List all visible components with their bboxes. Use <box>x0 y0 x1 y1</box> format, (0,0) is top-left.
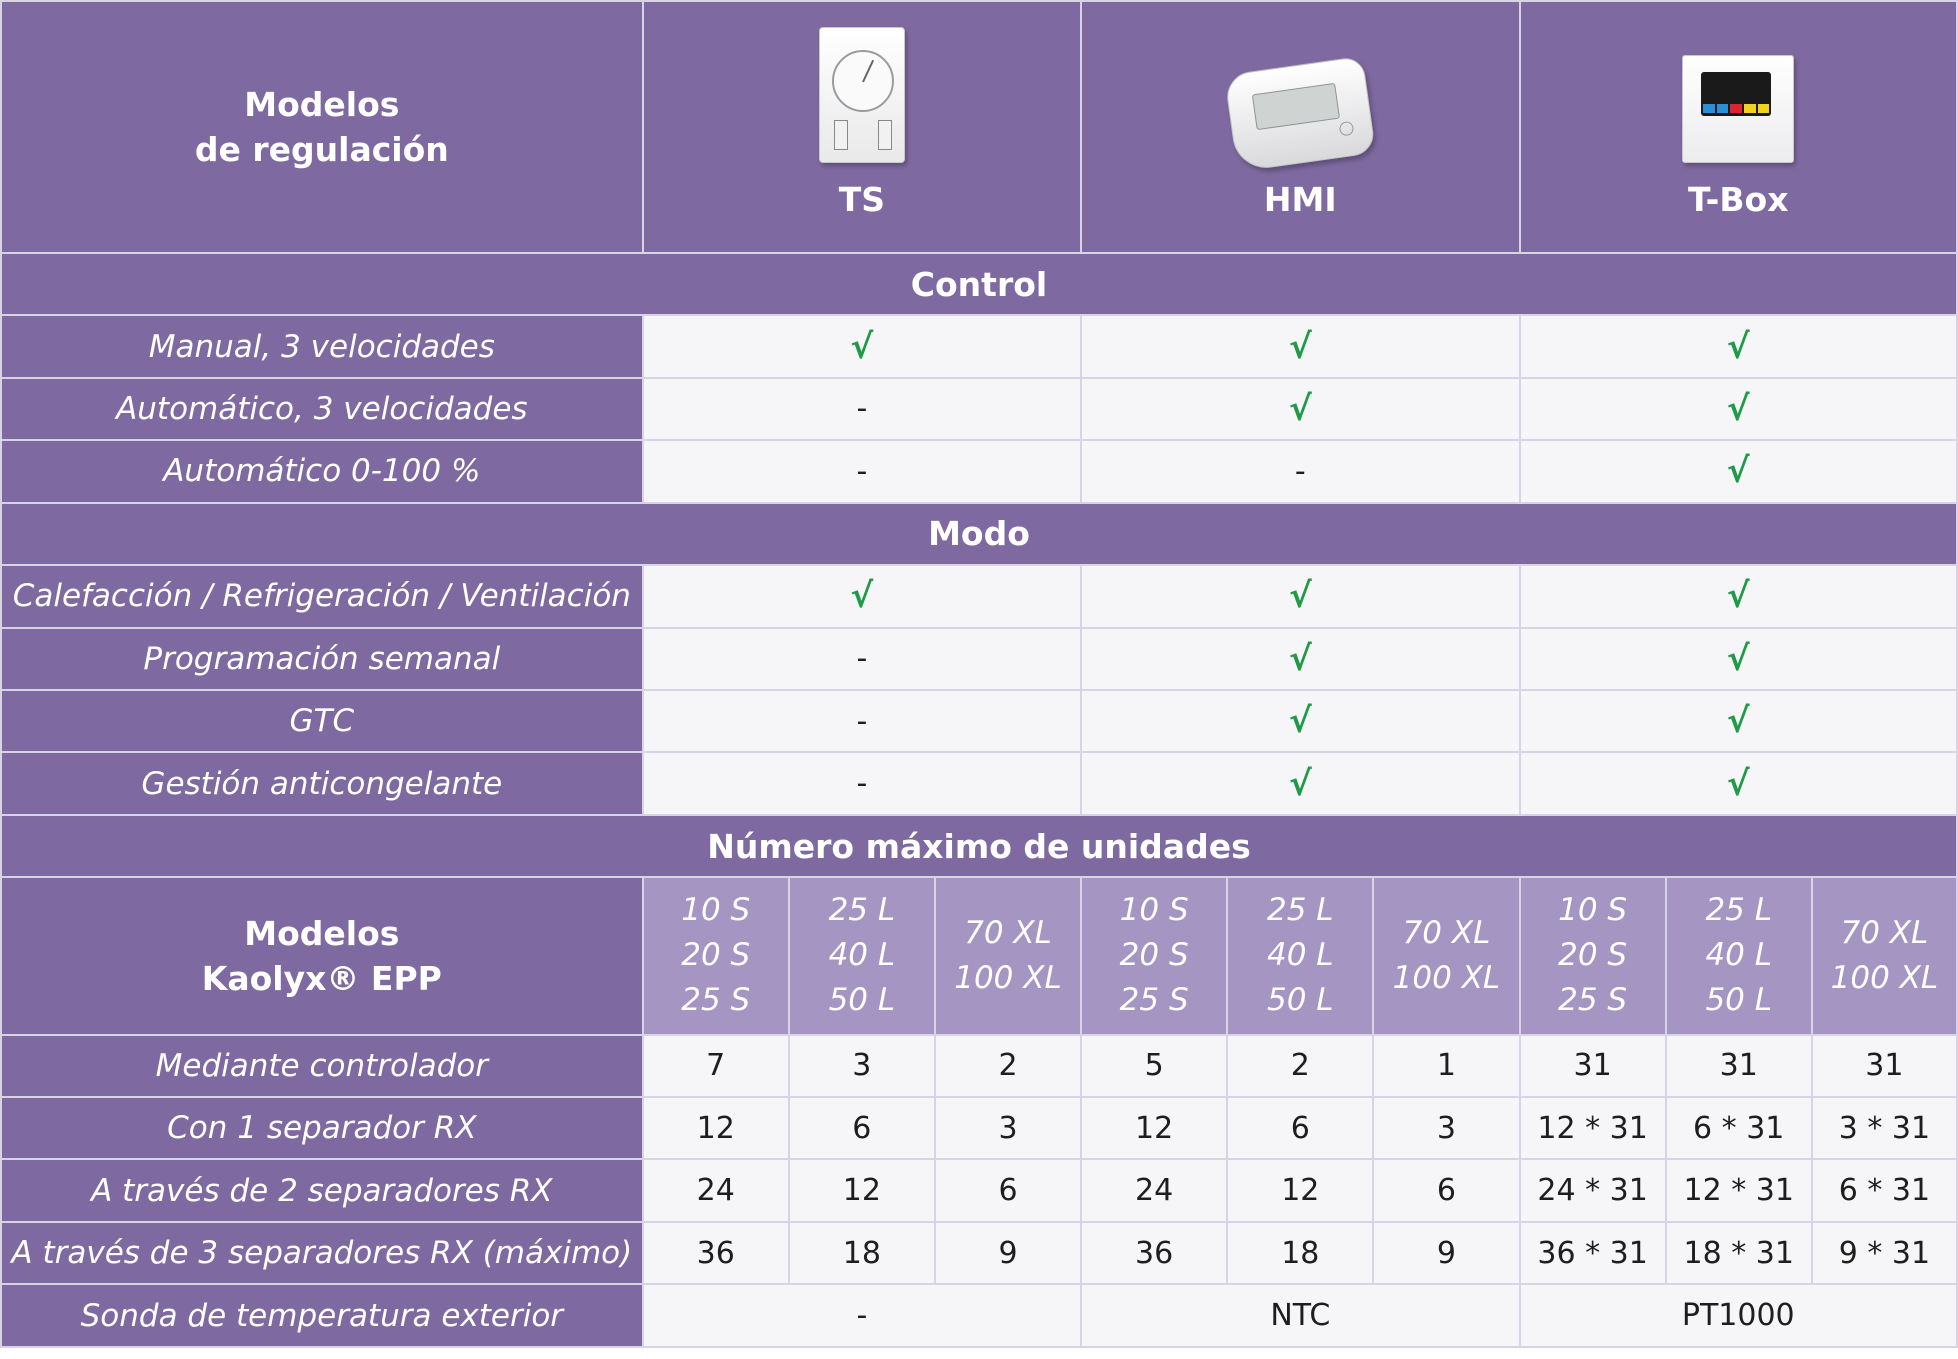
table-row <box>1 690 1957 752</box>
kaolyx-title: Modelos Kaolyx® EPP <box>1 877 643 1034</box>
cell-tbox: √ <box>1520 565 1957 627</box>
table-row <box>1 440 1957 502</box>
cell-hmi: √ <box>1081 752 1519 814</box>
table-row <box>1 1284 1957 1347</box>
device-tbox <box>1520 1 1957 253</box>
models-title: Modelos de regulación <box>1 1 643 253</box>
cell-value: 31 <box>1520 1035 1666 1097</box>
cell-value: 18 * 31 <box>1666 1222 1812 1284</box>
cell-hmi: - <box>1081 440 1519 502</box>
cell-value: 18 <box>1227 1222 1373 1284</box>
cell-value: 36 <box>643 1222 789 1284</box>
cell-value: 36 <box>1081 1222 1227 1284</box>
cell-hmi: √ <box>1081 690 1519 752</box>
cell-value: 24 <box>643 1159 789 1221</box>
cell-ts: √ <box>643 565 1081 627</box>
row-label: A través de 3 separadores RX (máximo) <box>1 1222 643 1284</box>
row-label: A través de 2 separadores RX <box>1 1159 643 1221</box>
table-row <box>1 1222 1957 1284</box>
cell-hmi: √ <box>1081 628 1519 690</box>
model-group: 70 XL 100 XL <box>935 877 1081 1034</box>
device-ts <box>643 1 1081 253</box>
cell-value: 12 * 31 <box>1666 1159 1812 1221</box>
row-label: Manual, 3 velocidades <box>1 315 643 377</box>
table-row <box>1 1159 1957 1221</box>
row-label: Calefacción / Refrigeración / Ventilación <box>1 565 643 627</box>
cell-ts: - <box>643 440 1081 502</box>
section-units: Número máximo de unidades <box>1 815 1957 877</box>
cell-value: 9 <box>1373 1222 1519 1284</box>
cell-value: 36 * 31 <box>1520 1222 1666 1284</box>
cell-value: 24 <box>1081 1159 1227 1221</box>
device-hmi <box>1081 1 1519 253</box>
model-group: 25 L 40 L 50 L <box>1227 877 1373 1034</box>
cell-ts: - <box>643 752 1081 814</box>
row-label: Automático, 3 velocidades <box>1 378 643 440</box>
row-label: Mediante controlador <box>1 1035 643 1097</box>
model-group: 25 L 40 L 50 L <box>789 877 935 1034</box>
table-row <box>1 1097 1957 1159</box>
section-control: Control <box>1 253 1957 315</box>
model-group: 70 XL 100 XL <box>1373 877 1519 1034</box>
cell-hmi: √ <box>1081 378 1519 440</box>
section-modo: Modo <box>1 503 1957 565</box>
cell-value: 6 <box>1227 1097 1373 1159</box>
cell-tbox: √ <box>1520 628 1957 690</box>
cell-tbox: √ <box>1520 315 1957 377</box>
cell-value: 3 <box>789 1035 935 1097</box>
cell-value: 12 <box>643 1097 789 1159</box>
cell-tbox: √ <box>1520 440 1957 502</box>
cell-value: 18 <box>789 1222 935 1284</box>
table-row <box>1 752 1957 814</box>
cell-value: 9 <box>935 1222 1081 1284</box>
model-group: 70 XL 100 XL <box>1812 877 1957 1034</box>
cell-ts: - <box>643 628 1081 690</box>
cell-value: 9 * 31 <box>1812 1222 1957 1284</box>
row-label: Programación semanal <box>1 628 643 690</box>
cell-value: 6 * 31 <box>1666 1097 1812 1159</box>
cell-hmi: √ <box>1081 565 1519 627</box>
cell-value: 1 <box>1373 1035 1519 1097</box>
table-row <box>1 378 1957 440</box>
cell-value: 6 <box>789 1097 935 1159</box>
cell-tbox: √ <box>1520 690 1957 752</box>
hmi-controller-icon <box>1224 56 1376 173</box>
row-label: Sonda de temperatura exterior <box>1 1284 643 1347</box>
cell-value: 12 <box>1081 1097 1227 1159</box>
cell-value: 3 <box>935 1097 1081 1159</box>
cell-value: 24 * 31 <box>1520 1159 1666 1221</box>
tbox-controller-icon <box>1682 55 1794 163</box>
cell-hmi: √ <box>1081 315 1519 377</box>
row-label: Gestión anticongelante <box>1 752 643 814</box>
cell-ts: - <box>643 1284 1081 1347</box>
cell-value: 6 <box>935 1159 1081 1221</box>
ts-thermostat-icon <box>819 27 905 163</box>
row-label: Automático 0-100 % <box>1 440 643 502</box>
cell-value: 12 * 31 <box>1520 1097 1666 1159</box>
cell-ts: √ <box>643 315 1081 377</box>
model-group: 10 S 20 S 25 S <box>1520 877 1666 1034</box>
cell-value: 31 <box>1812 1035 1957 1097</box>
device-name-tbox: T-Box <box>1688 179 1789 219</box>
cell-value: 7 <box>643 1035 789 1097</box>
header-row <box>1 1 1957 253</box>
row-label: GTC <box>1 690 643 752</box>
cell-value: 31 <box>1666 1035 1812 1097</box>
cell-value: 2 <box>935 1035 1081 1097</box>
model-group: 10 S 20 S 25 S <box>643 877 789 1034</box>
cell-value: 3 * 31 <box>1812 1097 1957 1159</box>
row-label: Con 1 separador RX <box>1 1097 643 1159</box>
device-name-ts: TS <box>838 179 885 219</box>
cell-value: 6 <box>1373 1159 1519 1221</box>
table-row <box>1 315 1957 377</box>
model-group: 10 S 20 S 25 S <box>1081 877 1227 1034</box>
model-group: 25 L 40 L 50 L <box>1666 877 1812 1034</box>
cell-ts: - <box>643 690 1081 752</box>
table-row <box>1 565 1957 627</box>
cell-value: 12 <box>789 1159 935 1221</box>
kaolyx-models-row <box>1 877 1957 1034</box>
cell-tbox: PT1000 <box>1520 1284 1957 1347</box>
cell-value: 6 * 31 <box>1812 1159 1957 1221</box>
cell-value: 12 <box>1227 1159 1373 1221</box>
cell-ts: - <box>643 378 1081 440</box>
cell-tbox: √ <box>1520 378 1957 440</box>
table-row <box>1 628 1957 690</box>
cell-tbox: √ <box>1520 752 1957 814</box>
cell-value: 3 <box>1373 1097 1519 1159</box>
cell-hmi: NTC <box>1081 1284 1519 1347</box>
cell-value: 5 <box>1081 1035 1227 1097</box>
device-name-hmi: HMI <box>1263 179 1337 219</box>
table-row <box>1 1035 1957 1097</box>
cell-value: 2 <box>1227 1035 1373 1097</box>
